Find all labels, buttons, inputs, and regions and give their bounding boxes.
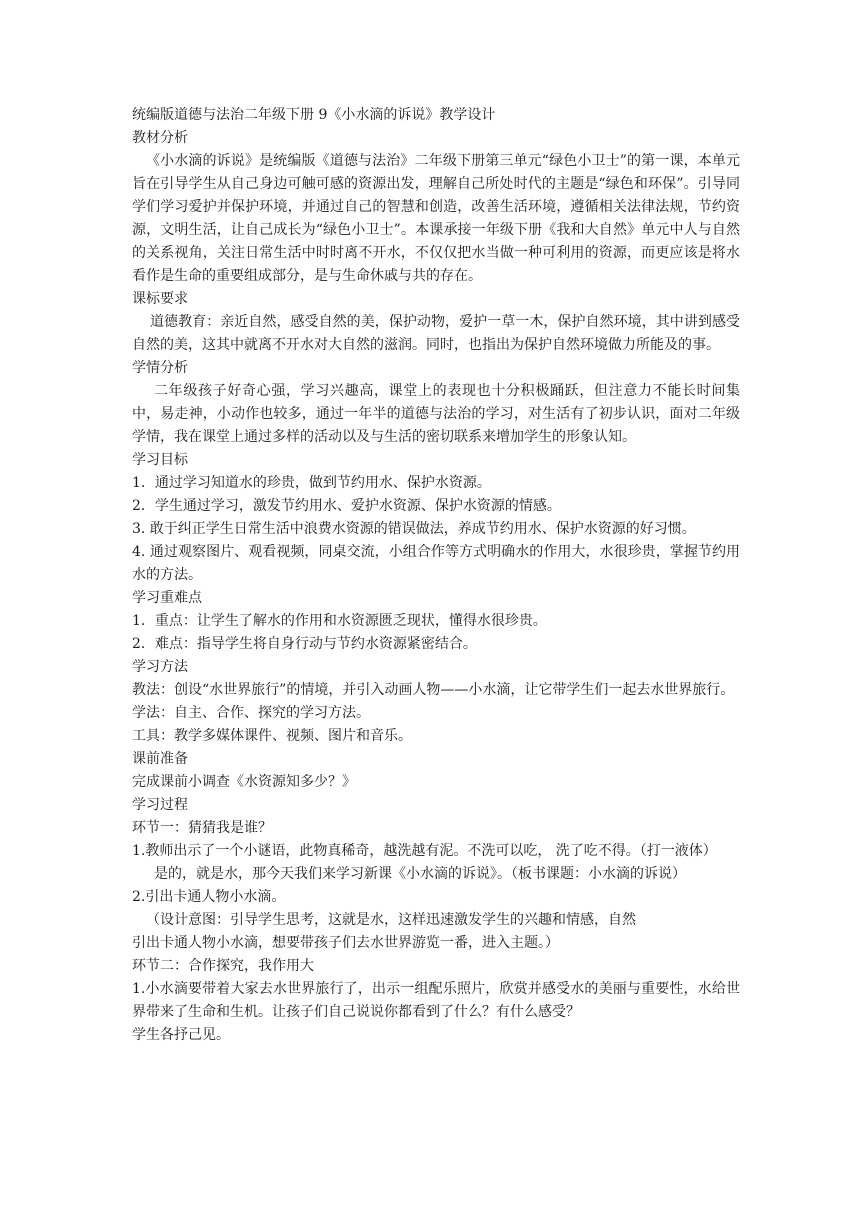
- heading-mubiao: 学习目标: [132, 452, 188, 468]
- step2-paragraph-2: 学生各抒己见。: [132, 1027, 230, 1043]
- list-item-mubiao-3: 3. 敢于纠正学生日常生活中浪费水资源的错误做法，养成节约用水、保护水资源的好习惯。: [132, 521, 696, 537]
- heading-xueqing: 学情分析: [132, 360, 188, 376]
- list-item-fangfa-2: 学法：自主、合作、探究的学习方法。: [132, 705, 370, 721]
- heading-jiaocai: 教材分析: [132, 130, 188, 146]
- heading-guocheng: 学习过程: [132, 797, 188, 813]
- step1-paragraph-1: 1.教师出示了一个小谜语，此物真稀奇，越洗越有泥。不洗可以吃， 洗了吃不得。（打一液体）: [132, 843, 717, 859]
- list-item-fangfa-3: 工具：教学多媒体课件、视频、图片和音乐。: [132, 728, 412, 744]
- step2-title: 环节二：合作探究，我作用大: [132, 958, 314, 974]
- list-item-zhongnan-1: 1．重点：让学生了解水的作用和水资源匮乏现状，懂得水很珍贵。: [132, 613, 547, 629]
- paragraph-jiaocai: 《小水滴的诉说》是统编版《道德与法治》二年级下册第三单元“绿色小卫士”的第一课，本单元旨在引导学生从自己身边可触可感的资源出发，理解自己所处时代的主题是“绿色和环保”。引导同学们学习爱护并保护环境，并通过自己的智慧和创造，改善生活环境，遵循相关法律法规，节约资源，文明生活，让自己成长为“绿色小卫士”。本课承接一年级下册《我和大自然》单元中人与自然的关系视角，关注日常生活中时时离不开水，不仅仅把水当做一种可利用的资源，而更应该是将水看作是生命的重要组成部分，是与生命休戚与共的存在。: [132, 153, 740, 284]
- heading-fangfa: 学习方法: [132, 659, 188, 675]
- step1-paragraph-3: 2.引出卡通人物小水滴。: [132, 889, 286, 905]
- document-title: 统编版道德与法治二年级下册 9《小水滴的诉说》教学设计: [132, 107, 496, 123]
- step1-title: 环节一：猜猜我是谁？: [132, 820, 272, 836]
- list-item-mubiao-1: 1．通过学习知道水的珍贵，做到节约用水、保护水资源。: [132, 475, 491, 491]
- heading-kebiao: 课标要求: [132, 291, 188, 307]
- list-item-fangfa-1: 教法：创设“水世界旅行”的情境，并引入动画人物——小水滴，让它带学生们一起去水世界旅行。: [132, 682, 735, 698]
- paragraph-kebiao: 道德教育：亲近自然，感受自然的美，保护动物，爱护一草一木，保护自然环境，其中讲到感受自然的美，这其中就离不开水对大自然的滋润。同时，也指出为保护自然环境做力所能及的事。: [132, 314, 740, 353]
- heading-zhongnan: 学习重难点: [132, 590, 202, 606]
- step1-paragraph-4a: （设计意图：引导学生思考，这就是水，这样迅速激发学生的兴趣和情感，自然: [146, 912, 636, 928]
- paragraph-xueqing: 二年级孩子好奇心强，学习兴趣高，课堂上的表现也十分积极踊跃，但注意力不能长时间集中，易走神，小动作也较多，通过一年半的道德与法治的学习，对生活有了初步认识，面对二年级学情，我在课堂上通过多样的活动以及与生活的密切联系来增加学生的形象认知。: [132, 383, 740, 445]
- list-item-mubiao-4: 4. 通过观察图片、观看视频，同桌交流，小组合作等方式明确水的作用大，水很珍贵，掌握节约用水的方法。: [132, 544, 740, 583]
- paragraph-zhunbei: 完成课前小调查《水资源知多少？》: [132, 774, 356, 790]
- step2-paragraph-1: 1.小水滴要带着大家去水世界旅行了，出示一组配乐照片，欣赏并感受水的美丽与重要性，水给世界带来了生命和生机。让孩子们自己说说你都看到了什么？有什么感受？: [132, 981, 740, 1020]
- list-item-mubiao-2: 2．学生通过学习，激发节约用水、爱护水资源、保护水资源的情感。: [132, 498, 561, 514]
- list-item-zhongnan-2: 2．难点：指导学生将自身行动与节约水资源紧密结合。: [132, 636, 477, 652]
- step1-paragraph-2: 是的，就是水，那今天我们来学习新课《小水滴的诉说》。（板书课题：小水滴的诉说）: [154, 866, 686, 882]
- heading-zhunbei: 课前准备: [132, 751, 188, 767]
- step1-paragraph-4b: 引出卡通人物小水滴，想要带孩子们去水世界游览一番，进入主题。）: [132, 935, 559, 951]
